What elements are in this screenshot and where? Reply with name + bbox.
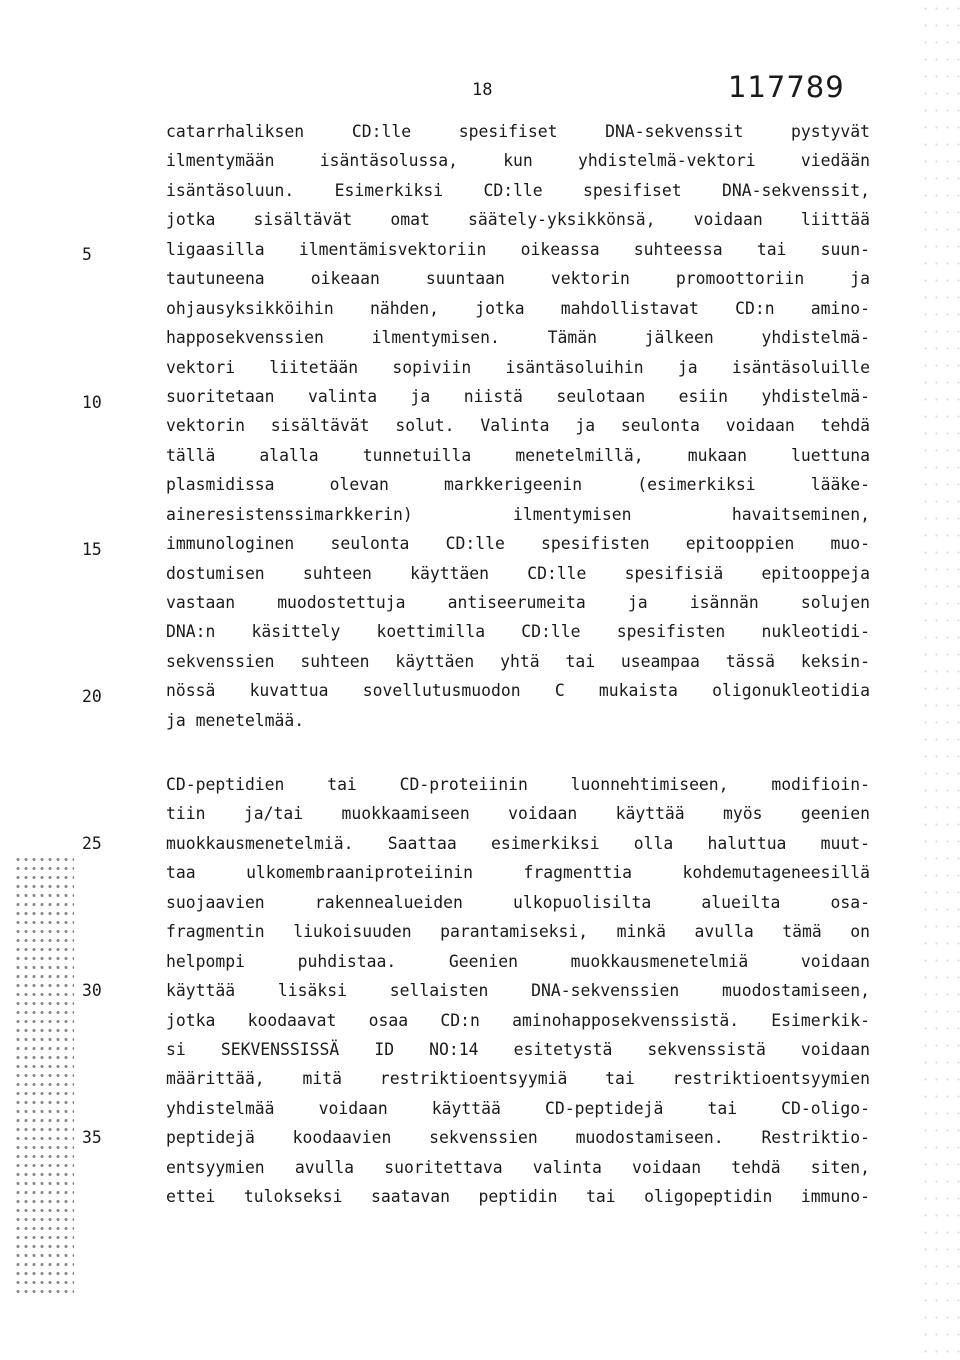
text-line: entsyymien avulla suoritettava valinta voidaan tehdä siten, [166,1157,870,1177]
text-line: CD-peptidien tai CD-proteiinin luonnehtimiseen, modifioin- [166,775,870,794]
line-number: 10 [82,393,102,412]
text-line: muokkausmenetelmiä. Saattaa esimerkiksi olla haluttua muut- [166,833,870,853]
text-line: yhdistelmää voidaan käyttää CD-peptidejä tai CD-oligo- [166,1098,870,1118]
line-number: 15 [82,540,102,559]
text-line: määrittää, mitä restriktioentsyymiä tai restriktioentsyymien [166,1069,870,1089]
paragraph-2 [166,770,870,1212]
text-line: ligaasilla ilmentämisvektoriin oikeassa suhteessa tai suun- [166,239,870,259]
text-line: isäntäsoluun. Esimerkiksi CD:lle spesifiset DNA-sekvenssit, [166,180,870,200]
text-line: happosekvenssien ilmentymisen. Tämän jälkeen yhdistelmä- [166,328,870,348]
page-number: 18 [472,80,493,100]
text-line: peptidejä koodaavien sekvenssien muodostamiseen. Restriktio- [166,1128,870,1148]
text-line: dostumisen suhteen käyttäen CD:lle spesifisiä epitooppeja [166,563,870,583]
line-number: 35 [82,1128,102,1147]
line-number: 5 [82,245,92,264]
text-line: taa ulkomembraaniproteiinin fragmenttia kohdemutageneesillä [166,863,870,883]
text-line: si SEKVENSSISSÄ ID NO:14 esitetystä sekvenssistä voidaan [166,1039,870,1059]
text-line: ohjausyksikköihin nähden, jotka mahdollistavat CD:n amino- [166,298,870,318]
text-line: suojaavien rakennealueiden ulkopuolisilta alueilta osa- [166,892,870,912]
text-line: tautuneena oikeaan suuntaan vektorin promoottoriin ja [166,269,870,289]
text-line: tiin ja/tai muokkaamiseen voidaan käyttää myös geenien [166,804,870,824]
text-line: nössä kuvattua sovellutusmuodon C mukaista oligonukleotidia [166,681,870,701]
text-line: fragmentin liukoisuuden parantamiseksi, minkä avulla tämä on [166,922,870,942]
text-line: ilmentymään isäntäsolussa, kun yhdistelmä-vektori viedään [166,151,870,171]
scan-edge-noise [920,0,960,1360]
document-number: 117789 [728,70,845,104]
line-number: 25 [82,834,102,853]
paragraph-1 [166,117,870,735]
text-line: vektorin sisältävät solut. Valinta ja seulonta voidaan tehdä [166,416,870,436]
line-number: 30 [82,981,102,1000]
text-line: helpompi puhdistaa. Geenien muokkausmenetelmiä voidaan [166,951,870,971]
text-line: tällä alalla tunnetuilla menetelmillä, mukaan luettuna [166,445,870,465]
text-line: ettei tulokseksi saatavan peptidin tai oligopeptidin immuno- [166,1187,870,1207]
margin-dot-pattern [14,855,74,1295]
text-line: plasmidissa olevan markkerigeenin (esimerkiksi lääke- [166,475,870,495]
text-line: ja menetelmää. [166,710,305,730]
text-line: käyttää lisäksi sellaisten DNA-sekvenssien muodostamiseen, [166,981,870,1001]
text-line: DNA:n käsittely koettimilla CD:lle spesifisten nukleotidi- [166,622,870,642]
text-line: vektori liitetään sopiviin isäntäsoluihin ja isäntäsoluille [166,357,870,377]
text-line: aineresistenssimarkkerin) ilmentymisen havaitseminen, [166,504,870,524]
text-line: catarrhaliksen CD:lle spesifiset DNA-sekvenssit pystyvät [166,122,870,141]
text-line: jotka koodaavat osaa CD:n aminohapposekvenssistä. Esimerkik- [166,1010,870,1030]
text-line: sekvenssien suhteen käyttäen yhtä tai useampaa tässä keksin- [166,651,870,671]
text-line: suoritetaan valinta ja niistä seulotaan esiin yhdistelmä- [166,386,870,406]
text-line: jotka sisältävät omat säätely-yksikkönsä, voidaan liittää [166,210,870,230]
text-line: immunologinen seulonta CD:lle spesifisten epitooppien muo- [166,534,870,554]
line-number: 20 [82,687,102,706]
text-line: vastaan muodostettuja antiseerumeita ja isännän solujen [166,593,870,612]
